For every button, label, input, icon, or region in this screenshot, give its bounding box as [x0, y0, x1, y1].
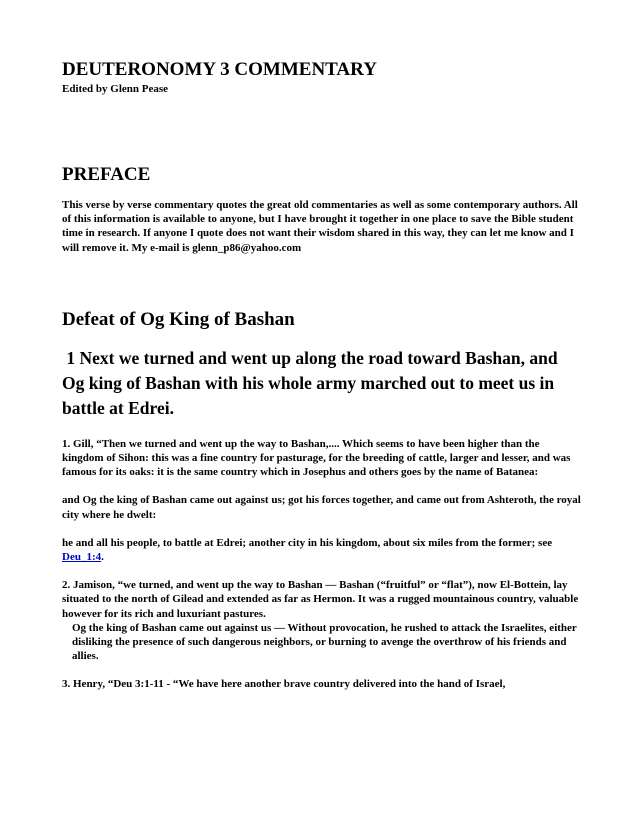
- document-title: DEUTERONOMY 3 COMMENTARY: [62, 59, 377, 80]
- preface-paragraph: This verse by verse commentary quotes the great old commentaries as well as some contemporary authors. All of this information is available to anyone, but I have brought it together in one place to save the Bible student time in research. If anyone I quote does not want their wisdom shared in this way, they can let me know and I will remove it. My e-mail is glenn_p86@yahoo.com: [62, 199, 578, 254]
- gill-paragraph-2: and Og the king of Bashan came out against us; got his forces together, and came out from Ashteroth, the royal city where he dwelt:: [62, 494, 581, 521]
- document-page: [62, 58, 582, 692]
- scripture-link[interactable]: Deu_1:4: [62, 551, 102, 564]
- verse-text: 1 Next we turned and went up along the road toward Bashan, and Og king of Bashan with his whole army marched out to meet us in battle at Edrei.: [62, 347, 562, 418]
- gill-paragraph-3: [62, 536, 582, 564]
- gill-paragraph-3-text: he and all his people, to battle at Edrei; another city in his kingdom, about six miles from the former; see: [62, 536, 553, 549]
- henry-paragraph: 3. Henry, “Deu 3:1-11 - “We have here another brave country delivered into the hand of Israel,: [62, 678, 506, 691]
- document-subtitle: Edited by Glenn Pease: [62, 83, 169, 95]
- section-heading: Defeat of Og King of Bashan: [62, 308, 295, 330]
- preface-heading: PREFACE: [62, 164, 151, 185]
- jamison-paragraph-1: 2. Jamison, “we turned, and went up the way to Bashan — Bashan (“fruitful” or “flat”), now El-Bottein, lay situated to the north of Gilead and extended as far as Hermon. It was a rugged mountainous country, valuable however for its rich and luxuriant pastures.: [62, 579, 579, 620]
- jamison-paragraph-2: Og the king of Bashan came out against us — Without provocation, he rushed to attack the Israelites, either disliking the presence of such dangerous neighbors, or burning to avenge the overthrow of his friends and allies.: [72, 621, 577, 663]
- gill-paragraph-1: 1. Gill, “Then we turned and went up the way to Bashan,.... Which seems to have been higher than the kingdom of Sihon: this was a fine country for pasturage, for the breeding of cattle, larger and lesser, and was famous for its oaks: it is the same country which in Josephus and others goes by the name of Batanea:: [62, 437, 571, 479]
- gill-paragraph-3-end: .: [101, 551, 104, 564]
